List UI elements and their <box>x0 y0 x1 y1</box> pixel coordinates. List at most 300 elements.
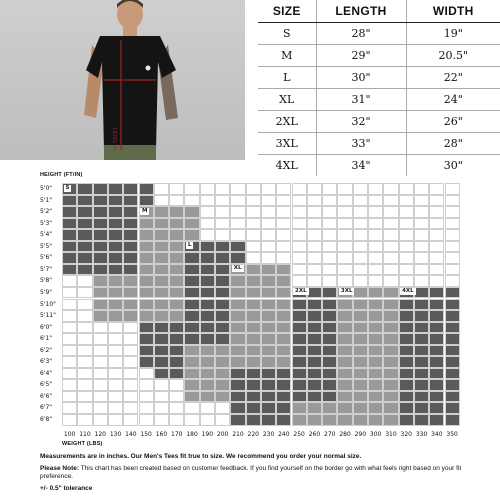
grid-cell <box>154 368 169 380</box>
grid-cell <box>353 368 368 380</box>
grid-cell <box>230 379 245 391</box>
grid-cell <box>322 206 337 218</box>
grid-cell <box>200 229 215 241</box>
grid-cell <box>123 414 138 426</box>
size-cell: 4XL <box>258 155 316 177</box>
grid-cell <box>307 379 322 391</box>
grid-cell <box>292 218 307 230</box>
size-cell: 2XL <box>258 111 316 133</box>
grid-cell <box>215 287 230 299</box>
grid-cell <box>429 391 444 403</box>
grid-cell <box>414 414 429 426</box>
grid-cell <box>445 310 460 322</box>
grid-cell <box>368 379 383 391</box>
size-cell: M <box>258 45 316 67</box>
grid-cell <box>62 229 77 241</box>
grid-cell <box>93 299 108 311</box>
grid-cell <box>123 322 138 334</box>
grid-cell <box>399 195 414 207</box>
grid-cell <box>445 322 460 334</box>
grid-cell <box>292 414 307 426</box>
grid-cell <box>246 275 261 287</box>
length-cell: 33" <box>316 133 406 155</box>
grid-cell <box>307 195 322 207</box>
grid-cell <box>353 195 368 207</box>
weight-label: 210 <box>232 431 244 438</box>
grid-cell <box>383 275 398 287</box>
grid-cell <box>154 264 169 276</box>
grid-cell <box>154 229 169 241</box>
grid-cell <box>184 229 199 241</box>
grid-cell <box>399 218 414 230</box>
grid-cell <box>200 391 215 403</box>
grid-cell <box>77 356 92 368</box>
grid-cell <box>93 264 108 276</box>
grid-cell <box>337 299 352 311</box>
grid-cell <box>200 310 215 322</box>
grid-cell <box>62 322 77 334</box>
grid-cell <box>123 345 138 357</box>
grid-cell <box>292 195 307 207</box>
grid-cell <box>261 287 276 299</box>
grid-cell <box>123 241 138 253</box>
grid-cell <box>292 275 307 287</box>
grid-cell <box>230 275 245 287</box>
grid-cell <box>276 356 291 368</box>
grid-cell <box>215 229 230 241</box>
grid-cell <box>383 345 398 357</box>
grid-cell <box>246 310 261 322</box>
grid-cell <box>108 275 123 287</box>
grid-cell <box>307 402 322 414</box>
grid-cell <box>337 322 352 334</box>
grid-cell <box>337 206 352 218</box>
grid-cell <box>215 379 230 391</box>
grid-cell <box>77 241 92 253</box>
grid-cell <box>261 391 276 403</box>
grid-cell <box>261 322 276 334</box>
grid-cell <box>414 322 429 334</box>
grid-cell <box>169 310 184 322</box>
grid-cell <box>429 206 444 218</box>
grid-cell <box>184 310 199 322</box>
grid-cell <box>123 368 138 380</box>
grid-cell <box>230 206 245 218</box>
size-cell: XL <box>258 89 316 111</box>
grid-cell <box>139 379 154 391</box>
grid-cell <box>429 287 444 299</box>
grid-cell <box>200 195 215 207</box>
weight-label: 260 <box>308 431 321 438</box>
grid-cell <box>215 402 230 414</box>
table-row <box>258 89 500 111</box>
grid-cell <box>368 333 383 345</box>
length-cell: 29" <box>316 45 406 67</box>
grid-cell <box>77 252 92 264</box>
grid-cell <box>108 195 123 207</box>
grid-cell <box>307 310 322 322</box>
grid-cell <box>383 391 398 403</box>
grid-cell <box>383 402 398 414</box>
grid-cell <box>337 229 352 241</box>
grid-cell <box>261 229 276 241</box>
grid-cell <box>322 183 337 195</box>
grid-cell <box>292 206 307 218</box>
grid-cell <box>368 299 383 311</box>
grid-cell <box>276 402 291 414</box>
weight-label: 270 <box>324 431 336 438</box>
weight-label: 250 <box>293 431 305 438</box>
grid-cell <box>414 345 429 357</box>
grid-cell <box>230 322 245 334</box>
height-label: 6'1" <box>40 335 53 343</box>
grid-cell <box>169 391 184 403</box>
grid-cell <box>93 218 108 230</box>
grid-cell <box>322 322 337 334</box>
grid-cell <box>139 264 154 276</box>
grid-cell <box>215 218 230 230</box>
grid-cell <box>93 414 108 426</box>
size-region-label: 3XL <box>340 288 353 295</box>
grid-cell <box>307 287 322 299</box>
grid-cell <box>399 402 414 414</box>
grid-cell <box>169 264 184 276</box>
grid-cell <box>169 206 184 218</box>
grid-cell <box>108 402 123 414</box>
grid-cell <box>383 299 398 311</box>
grid-cell <box>123 206 138 218</box>
weight-label: 310 <box>385 431 397 438</box>
grid-cell <box>93 345 108 357</box>
grid-cell <box>276 275 291 287</box>
grid-cell <box>292 241 307 253</box>
height-label: 5'11" <box>40 312 56 320</box>
grid-cell <box>445 287 460 299</box>
grid-cell <box>445 299 460 311</box>
grid-cell <box>353 275 368 287</box>
grid-cell <box>123 299 138 311</box>
grid-cell <box>77 333 92 345</box>
grid-cell <box>215 195 230 207</box>
grid-cell <box>353 183 368 195</box>
length-cell: 34" <box>316 155 406 177</box>
grid-cell <box>184 345 199 357</box>
grid-cell <box>429 414 444 426</box>
grid-cell <box>261 310 276 322</box>
grid-cell <box>445 218 460 230</box>
height-label: 6'2" <box>40 346 53 354</box>
grid-cell <box>445 333 460 345</box>
grid-cell <box>353 252 368 264</box>
grid-cell <box>368 287 383 299</box>
grid-cell <box>200 322 215 334</box>
grid-cell <box>184 379 199 391</box>
table-row <box>258 67 500 89</box>
grid-cell <box>184 206 199 218</box>
grid-cell <box>108 333 123 345</box>
grid-cell <box>276 206 291 218</box>
grid-cell <box>414 206 429 218</box>
grid-cell <box>399 252 414 264</box>
grid-cell <box>215 414 230 426</box>
grid-cell <box>62 206 77 218</box>
table-row <box>258 133 500 155</box>
width-cell: 26" <box>406 111 500 133</box>
grid-cell <box>399 206 414 218</box>
grid-cell <box>414 218 429 230</box>
grid-cell <box>337 345 352 357</box>
grid-cell <box>123 391 138 403</box>
grid-cell <box>307 299 322 311</box>
grid-cell <box>445 368 460 380</box>
table-row <box>258 45 500 67</box>
grid-cell <box>429 368 444 380</box>
height-label: 6'3" <box>40 358 53 366</box>
grid-cell <box>77 195 92 207</box>
grid-cell <box>383 252 398 264</box>
grid-cell <box>368 368 383 380</box>
width-cell: 24" <box>406 89 500 111</box>
grid-cell <box>230 414 245 426</box>
grid-cell <box>292 368 307 380</box>
grid-cell <box>200 287 215 299</box>
grid-cell <box>123 252 138 264</box>
grid-cell <box>215 206 230 218</box>
size-cell: S <box>282 27 291 40</box>
grid-cell <box>276 229 291 241</box>
grid-cell <box>169 275 184 287</box>
grid-cell <box>353 414 368 426</box>
grid-cell <box>154 402 169 414</box>
grid-cell <box>429 310 444 322</box>
length-column-header: LENGTH <box>316 0 406 23</box>
grid-cell <box>139 368 154 380</box>
grid-cell <box>246 229 261 241</box>
grid-cell <box>169 414 184 426</box>
grid-cell <box>276 241 291 253</box>
grid-cell <box>322 264 337 276</box>
please-note-paragraph <box>40 465 495 482</box>
grid-cell <box>246 264 261 276</box>
height-label: 5'0" <box>40 185 53 192</box>
grid-cell <box>322 195 337 207</box>
weight-label: 220 <box>247 431 259 438</box>
weight-label: 130 <box>109 431 122 438</box>
grid-cell <box>307 229 322 241</box>
grid-cell <box>246 368 261 380</box>
grid-cell <box>353 322 368 334</box>
grid-cell <box>368 218 383 230</box>
grid-cell <box>108 206 123 218</box>
grid-cell <box>261 241 276 253</box>
grid-cell <box>77 322 92 334</box>
height-axis-title: HEIGHT (FT/IN) <box>40 172 83 178</box>
width-cell: 22" <box>406 67 500 89</box>
grid-cell <box>322 333 337 345</box>
grid-cell <box>383 206 398 218</box>
weight-label: 320 <box>400 431 412 438</box>
grid-cell <box>414 310 429 322</box>
grid-cell <box>62 264 77 276</box>
grid-cell <box>368 414 383 426</box>
model-illustration <box>0 0 245 160</box>
width-cell: 19" <box>406 23 500 45</box>
grid-cell <box>399 229 414 241</box>
grid-cell <box>108 218 123 230</box>
grid-cell <box>353 229 368 241</box>
grid-cell <box>93 322 108 334</box>
grid-cell <box>77 275 92 287</box>
grid-cell <box>307 333 322 345</box>
grid-cell <box>429 264 444 276</box>
size-region-label: L <box>187 242 192 249</box>
grid-cell <box>200 264 215 276</box>
height-label: 6'0" <box>40 323 53 331</box>
grid-cell <box>154 195 169 207</box>
grid-cell <box>292 183 307 195</box>
grid-cell <box>230 402 245 414</box>
grid-cell <box>230 218 245 230</box>
grid-cell <box>123 333 138 345</box>
grid-cell <box>353 218 368 230</box>
grid-cell <box>154 345 169 357</box>
grid-cell <box>322 414 337 426</box>
height-label: 5'1" <box>40 196 53 204</box>
grid-cell <box>246 356 261 368</box>
grid-cell <box>368 195 383 207</box>
grid-cell <box>261 206 276 218</box>
grid-cell <box>184 322 199 334</box>
grid-cell <box>261 299 276 311</box>
grid-cell <box>276 299 291 311</box>
grid-cell <box>77 287 92 299</box>
grid-cell <box>77 218 92 230</box>
grid-cell <box>154 310 169 322</box>
grid-cell <box>399 368 414 380</box>
grid-cell <box>93 368 108 380</box>
grid-cell <box>307 241 322 253</box>
grid-cell <box>93 195 108 207</box>
grid-cell <box>200 345 215 357</box>
grid-cell <box>108 241 123 253</box>
grid-cell <box>139 391 154 403</box>
grid-cell <box>77 229 92 241</box>
grid-cell <box>139 299 154 311</box>
grid-cell <box>123 264 138 276</box>
grid-cell <box>337 310 352 322</box>
grid-cell <box>154 322 169 334</box>
height-label: 5'4" <box>40 231 53 239</box>
grid-cell <box>414 287 429 299</box>
height-label: 6'4" <box>40 369 53 377</box>
grid-cell <box>62 391 77 403</box>
grid-cell <box>292 310 307 322</box>
grid-cell <box>322 275 337 287</box>
weight-label: 240 <box>278 431 290 438</box>
grid-cell <box>230 345 245 357</box>
grid-cell <box>123 218 138 230</box>
grid-cell <box>337 333 352 345</box>
grid-cell <box>123 195 138 207</box>
grid-cell <box>184 195 199 207</box>
table-row <box>258 111 500 133</box>
grid-cell <box>169 356 184 368</box>
grid-cell <box>93 333 108 345</box>
weight-label: 340 <box>431 431 443 438</box>
grid-cell <box>322 368 337 380</box>
width-cell: 28" <box>406 133 500 155</box>
grid-cell <box>215 356 230 368</box>
size-table-header <box>258 0 500 23</box>
grid-cell <box>337 414 352 426</box>
grid-cell <box>123 356 138 368</box>
weight-label: 180 <box>186 431 198 438</box>
grid-cell <box>215 252 230 264</box>
grid-cell <box>154 287 169 299</box>
grid-cell <box>169 333 184 345</box>
height-label: 6'6" <box>40 392 53 400</box>
grid-cell <box>445 379 460 391</box>
grid-cell <box>337 275 352 287</box>
grid-cell <box>276 333 291 345</box>
size-cell: L <box>258 67 316 89</box>
grid-cell <box>154 356 169 368</box>
grid-cell <box>139 310 154 322</box>
grid-cell <box>230 183 245 195</box>
grid-cell <box>307 252 322 264</box>
size-region-label: 2XL <box>295 288 307 295</box>
grid-cell <box>200 241 215 253</box>
length-measure-label: LENGTH <box>111 128 117 152</box>
grid-cell <box>445 414 460 426</box>
grid-cell <box>62 414 77 426</box>
grid-cell <box>445 402 460 414</box>
grid-cell <box>108 368 123 380</box>
grid-cell <box>383 310 398 322</box>
grid-cell <box>337 379 352 391</box>
grid-cell <box>108 379 123 391</box>
grid-cell <box>139 322 154 334</box>
size-region-label: S <box>65 184 70 191</box>
grid-cell <box>184 299 199 311</box>
grid-cell <box>368 252 383 264</box>
height-label: 5'6" <box>40 254 53 262</box>
grid-cell <box>169 241 184 253</box>
grid-cell <box>184 287 199 299</box>
grid-cell <box>307 275 322 287</box>
grid-cell <box>77 379 92 391</box>
grid-cell <box>322 218 337 230</box>
grid-cell <box>215 310 230 322</box>
grid-cell <box>337 195 352 207</box>
weight-label: 160 <box>155 431 168 438</box>
grid-cell <box>399 391 414 403</box>
grid-cell <box>62 275 77 287</box>
grid-cell <box>429 218 444 230</box>
grid-cell <box>77 368 92 380</box>
grid-cell <box>230 299 245 311</box>
grid-cell <box>169 368 184 380</box>
grid-cell <box>230 310 245 322</box>
grid-cell <box>169 287 184 299</box>
grid-cell <box>414 333 429 345</box>
grid-cell <box>169 345 184 357</box>
grid-cell <box>292 252 307 264</box>
height-label: 6'8" <box>40 416 53 423</box>
grid-cell <box>230 252 245 264</box>
grid-cell <box>184 414 199 426</box>
grid-cell <box>322 345 337 357</box>
